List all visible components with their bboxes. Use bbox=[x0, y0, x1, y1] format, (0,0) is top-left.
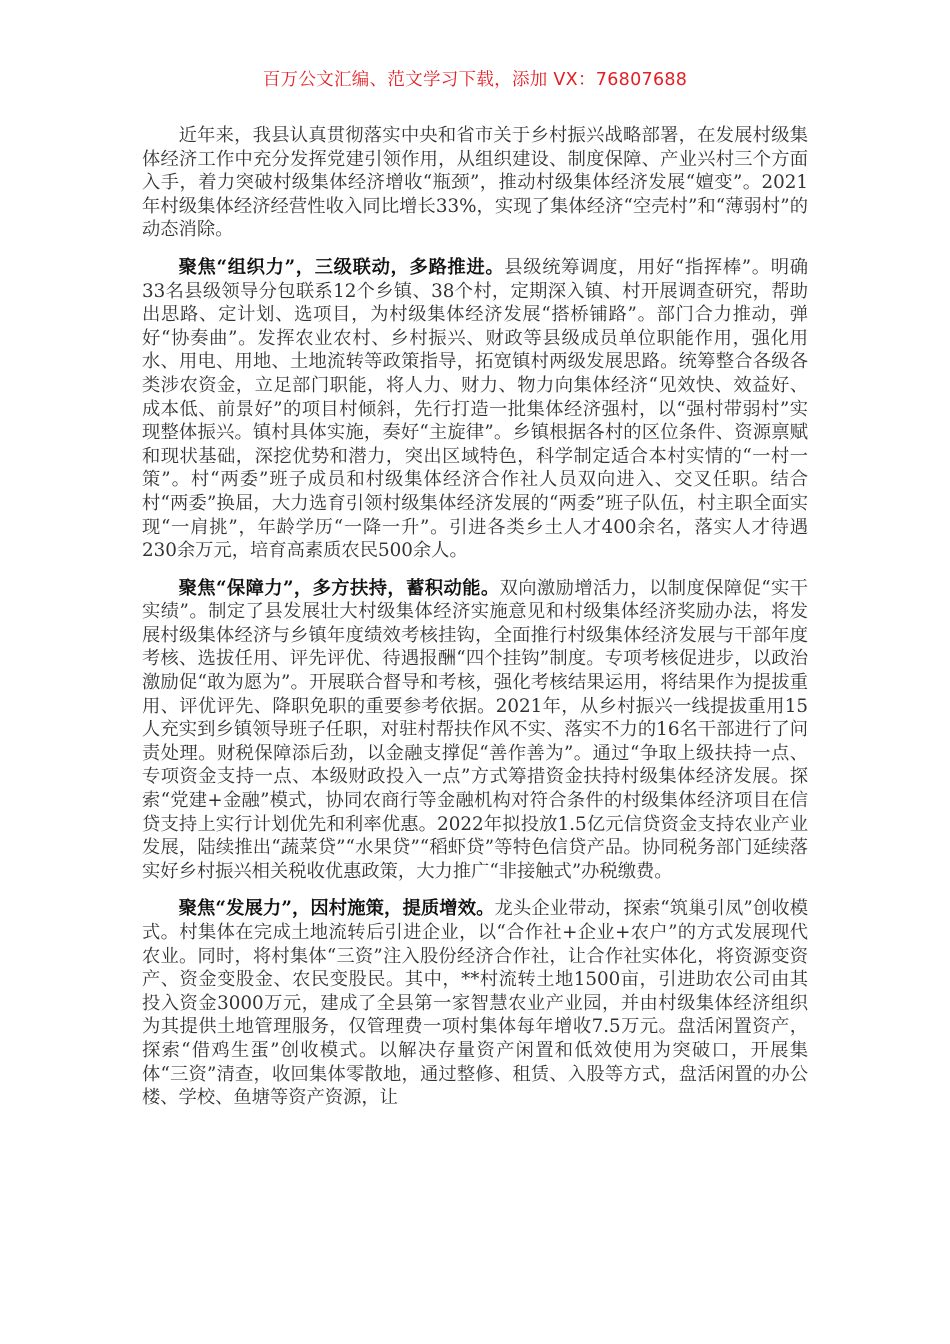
paragraph-heading: 聚焦“组织力”，三级联动，多路推进。 bbox=[178, 256, 505, 278]
paragraph-guarantee bbox=[142, 577, 808, 884]
paragraph-text: 近年来，我县认真贯彻落实中央和省市关于乡村振兴战略部署，在发展村级集体经济工作中充分发挥党建引领作用，从组织建设、制度保障、产业兴村三个方面入手，着力突破村级集体经济增收“瓶颈”，推动村级集体经济发展“嬗变”。2021年村级集体经济经营性收入同比增长33%，实现了集体经济“空壳村”和“薄弱村”的动态消除。 bbox=[142, 125, 808, 241]
document-body bbox=[142, 124, 808, 1110]
paragraph-development bbox=[142, 897, 808, 1109]
paragraph-intro bbox=[142, 124, 808, 242]
paragraph-heading: 聚焦“保障力”，多方扶持，蓄积动能。 bbox=[178, 577, 500, 599]
paragraph-organization bbox=[142, 256, 808, 563]
paragraph-heading: 聚焦“发展力”，因村施策，提质增效。 bbox=[178, 898, 495, 920]
paragraph-text: 龙头企业带动，探索“筑巢引凤”创收模式。村集体在完成土地流转后引进企业，以“合作社+企业+农户”的方式发展现代农业。同时，将村集体“三资”注入股份经济合作社，让合作社实体化，将资源变资产、资金变股金、农民变股民。其中，**村流转土地1500亩，引进助农公司由其投入资金3000万元，建成了全县第一家智慧农业产业园，并由村级集体经济组织为其提供土地管理服务，仅管理费一项村集体每年增收7.5万元。盘活闲置资产，探索“借鸡生蛋”创收模式。以解决存量资产闲置和低效使用为突破口，开展集体“三资”清查，收回集体零散地，通过整修、租赁、入股等方式，盘活闲置的办公楼、学校、鱼塘等资产资源，让 bbox=[142, 898, 808, 1109]
paragraph-text: 县级统筹调度，用好“指挥棒”。明确33名县级领导分包联系12个乡镇、38个村，定期深入镇、村开展调查研究，帮助出思路、定计划、选项目，为村级集体经济发展“搭桥铺路”。部门合力推动，弹好“协奏曲”。发挥农业农村、乡村振兴、财政等县级成员单位职能作用，强化用水、用电、用地、土地流转等政策指导，拓宽镇村两级发展思路。统筹整合各级各类涉农资金，立足部门职能，将人力、财力、物力向集体经济“见效快、效益好、成本低、前景好”的项目村倾斜，先行打造一批集体经济强村，以“强村带弱村”实现整体振兴。镇村具体实施，奏好“主旋律”。乡镇根据各村的区位条件、资源禀赋和现状基础，深挖优势和潜力，突出区域特色，科学制定适合本村实情的“一村一策”。村“两委”班子成员和村级集体经济合作社人员双向进入、交叉任职。结合村“两委”换届，大力选育引领村级集体经济发展的“两委”班子队伍，村主职全面实现“一肩挑”，年龄学历“一降一升”。引进各类乡土人才400余名，落实人才待遇230余万元，培育高素质农民500余人。 bbox=[142, 256, 808, 562]
banner-text: 百万公文汇编、范文学习下载，添加 VX：76807688 bbox=[262, 70, 688, 90]
paragraph-text: 双向激励增活力，以制度保障促“实干实绩”。制定了县发展壮大村级集体经济实施意见和村级集体经济奖励办法，将发展村级集体经济与乡镇年度绩效考核挂钩，全面推行村级集体经济发展与干部年度考核、选拔任用、评先评优、待遇报酬“四个挂钩”制度。专项考核促进步，以政治激励促“敢为愿为”。开展联合督导和考核，强化考核结果运用，将结果作为提拔重用、评优评先、降职免职的重要参考依据。2021年，从乡村振兴一线提拔重用15人充实到乡镇领导班子任职，对驻村帮扶作风不实、落实不力的16名干部进行了问责处理。财税保障添后劲，以金融支撑促“善作善为”。通过“争取上级扶持一点、专项资金支持一点、本级财政投入一点”方式筹措资金扶持村级集体经济发展。探索“党建+金融”模式，协同农商行等金融机构对符合条件的村级集体经济项目在信贷支持上实行计划优先和利率优惠。2022年拟投放1.5亿元信贷资金支持农业产业发展，陆续推出“蔬菜贷”“水果贷”“稻虾贷”等特色信贷产品。协同税务部门延续落实好乡村振兴相关税收优惠政策，大力推广“非接触式”办税缴费。 bbox=[142, 577, 808, 882]
download-banner bbox=[0, 66, 950, 94]
